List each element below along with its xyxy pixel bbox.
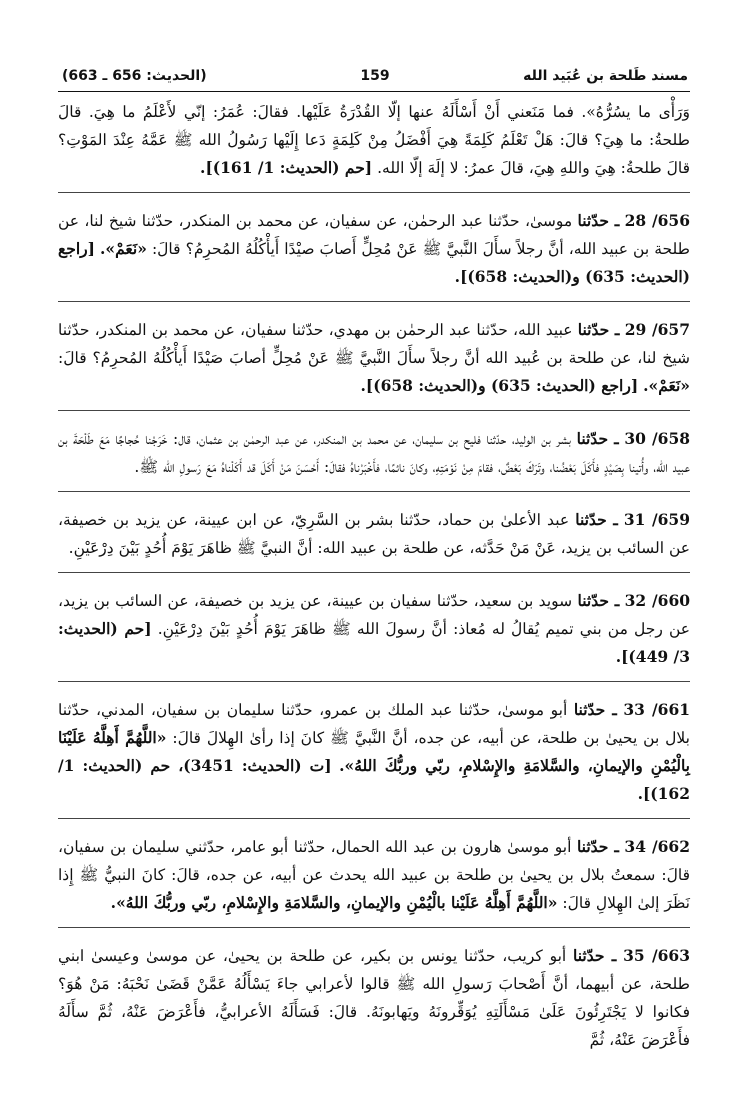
hadith-number: 661/ 33 bbox=[623, 700, 691, 719]
hadith-text: وَرَأْى ما يسُرُّهُ». فما مَنَعني أَنْ أَسْأَلَهُ عنها إلّا القُدْرَةُ عَلَيْها. فقالَ: عُمَرُ: إنّي لأَعْلَمُ ما هِيَ. قالَ طلحةُ: ما هِيَ؟ قالَ: هَلْ تَعْلَمُ كَلِمَةً هِيَ أَفْضَلُ مِنْ كَلِمَةٍ دَعا إِلَيْها رَسُولُ الله ﷺ عَمَّهُ عِنْدَ المَوْتِ؟ قالَ طلحةُ: هِيَ واللهِ هِيَ، قالَ عمرُ: لا إلَهَ إلّا الله. bbox=[58, 103, 690, 177]
hadith-lead: ـ حدّثنا bbox=[573, 700, 617, 719]
hadith-lead: ـ حدّثنا bbox=[577, 320, 620, 339]
hadith-entry bbox=[58, 506, 690, 562]
hadith-number: 658/ 30 bbox=[624, 429, 691, 448]
hadith-text: أبو كريب، حدّثنا يونس بن بكير، عن طلحة بن يحيىٰ، عن موسىٰ وعيسىٰ ابني طلحة، عن أبيهما، أنَّ أَصْحابَ رَسولِ الله ﷺ قالوا لأعرابي جاءَ يَسْأَلُهُ عَمَّنْ قَضَىٰ نَحْبَهُ: مَنْ هُوَ؟ فكانوا لا يَجْتَرِئُونَ عَلَىٰ مَسْأَلَتِهِ يُوَقِّرونَهُ ويَهابونَهُ. قالَ: فَسَأَلَهُ الأعرابيُّ، فأَعْرَضَ عَنْهُ، ثُمَّ سأَلَهُ فأَعْرَضَ عَنْهُ، ثُمَّ bbox=[58, 947, 690, 1049]
hadith-reference: [حم (الحديث: 3/ 449)]. bbox=[58, 619, 690, 666]
hadith-number: 657/ 29 bbox=[624, 320, 690, 339]
header-rule bbox=[58, 91, 690, 92]
entry-divider bbox=[58, 572, 690, 573]
hadith-entry bbox=[58, 425, 690, 481]
hadith-entry bbox=[58, 587, 690, 671]
hadith-entry bbox=[58, 316, 690, 400]
hadith-range: (الحديث: 656 ـ 663) bbox=[62, 68, 207, 84]
hadith-entry bbox=[58, 833, 690, 917]
page-body bbox=[58, 98, 690, 1054]
hadith-number: 656/ 28 bbox=[624, 211, 690, 230]
hadith-lead: ـ حدّثنا bbox=[576, 837, 619, 856]
hadith-reference: [راجع (الحديث: 635) و(الحديث: 658)]. bbox=[360, 376, 639, 395]
hadith-number: 660/ 32 bbox=[624, 591, 691, 610]
hadith-text: عبيد الله، حدّثنا عبد الرحمٰن بن مهدي، حدّثنا سفيان، عن محمد بن المنكدر، حدّثنا شيخ لنا، عن طلحة بن عُبيد الله أنَّ رجلاً سأَلَ النَّبيَّ ﷺ عَنْ مُحِلٍّ أصابَ صَيْدًا أَيأْكُلُهُ المُحرِمُ؟ قالَ: bbox=[58, 321, 690, 367]
entry-divider bbox=[58, 410, 690, 411]
prophet-saying: «اللَّهُمَّ أَهِلَّهُ عَلَيْنَا بِالْيُمْنِ والإيمانِ، والسَّلامَةِ والإِسْلامِ، ربّي وربُّكَ اللهُ». bbox=[58, 728, 690, 775]
hadith-entry bbox=[58, 696, 690, 808]
hadith-text: سويد بن سعيد، حدّثنا سفيان بن عيينة، عن يزيد بن خصيفة، عن السائب بن يزيد، عن رجل من بني تميم يُقالُ له مُعاذ: أنَّ رسولَ الله ﷺ ظاهَرَ يَوْمَ أُحُدٍ بَيْنَ دِرْعَيْنِ. bbox=[58, 592, 690, 638]
hadith-lead: ـ حدّثنا bbox=[577, 591, 620, 610]
hadith-entry bbox=[58, 207, 690, 291]
hadith-lead: ـ حدّثنا bbox=[575, 510, 618, 529]
hadith-number: 659/ 31 bbox=[623, 510, 690, 529]
hadith-text: أبو موسىٰ، حدّثنا عبد الملك بن عمرو، حدّثنا سليمان بن سفيان، المدني، حدّثنا بلال بن يحيىٰ بن طلحة، عن أبيه، عن جده، أنَّ النَّبيَّ ﷺ كانَ إذا رأىٰ الهِلالَ قالَ: bbox=[58, 701, 690, 747]
hadith-text: أبو موسىٰ هارون بن عبد الله الحمال، حدّثنا أبو عامر، حدّثني سليمان بن سفيان، قالَ: سمعتُ بلال بن يحيىٰ بن طلحة بن عبيد الله يحدث عن أبيه، عن جده، قالَ: كانَ النبيُّ ﷺ إِذا نَظَرَ إلىٰ الهِلالِ قالَ: bbox=[58, 838, 690, 912]
entry-divider bbox=[58, 927, 690, 928]
entry-divider bbox=[58, 818, 690, 819]
hadith-entry bbox=[58, 98, 690, 182]
entry-divider bbox=[58, 491, 690, 492]
hadith-number: 663/ 35 bbox=[623, 946, 690, 965]
hadith-text: عبد الأعلىٰ بن حماد، حدّثنا بشر بن السَّرِيّ، عن ابن عيينة، عن يزيد بن خصيفة، عن السائب بن يزيد، عَنْ مَنْ حَدَّثه، عن طلحة بن عبيد الله: أنَّ النبيَّ ﷺ ظاهَرَ يَوْمَ أُحُدٍ بَيْنَ دِرْعَيْنِ. bbox=[58, 511, 690, 557]
hadith-entry bbox=[58, 942, 690, 1054]
hadith-lead: ـ حدّثنا bbox=[576, 429, 619, 448]
hadith-lead: ـ حدّثنا bbox=[577, 211, 620, 230]
entry-divider bbox=[58, 681, 690, 682]
prophet-saying: «نَعَمْ». bbox=[100, 239, 147, 258]
hadith-lead: ـ حدّثنا bbox=[573, 946, 617, 965]
prophet-saying: «اللَّهُمَّ أَهِلَّهُ عَلَيْنا بالْيُمْنِ والإيمانِ، والسَّلامَةِ والإِسْلامِ، ربّي وربُّكَ اللهُ». bbox=[110, 893, 558, 912]
hadith-reference: [حم (الحديث: 1/ 161)]. bbox=[200, 158, 373, 177]
prophet-saying: «نَعَمْ». bbox=[643, 376, 690, 395]
hadith-text: موسىٰ، حدّثنا عبد الرحمٰن، عن سفيان، عن محمد بن المنكدر، حدّثنا شيخ لنا، عن طلحة بن عبيد الله، أنَّ رجلاً سأَلَ النَّبيَّ ﷺ عَنْ مُحِلٍّ أَصابَ صيْدًا أَيأْكُلُهُ المُحرِمُ؟ قالَ: bbox=[58, 212, 690, 258]
page-number: 159 bbox=[360, 68, 390, 84]
hadith-reference: [راجع (الحديث: 635) و(الحديث: 658)]. bbox=[58, 239, 690, 286]
entry-divider bbox=[58, 192, 690, 193]
hadith-reference: [ت (الحديث: 3451)، حم (الحديث: 1/ 162)]. bbox=[58, 756, 690, 803]
entry-divider bbox=[58, 301, 690, 302]
hadith-number: 662/ 34 bbox=[624, 837, 690, 856]
hadith-text: بشر بن الوليد، حدّثنا فليح بن سليمان، عن محمد بن المنكدر، عن عبد الرحمٰن بن عثمان، قال: خَرَجْنا حُجاجًا مَعَ طَلْحَةَ بن عبيد الله، وأُتينا بِصَيْدٍ فأَكَلَ بَعْضُنا، وتَرَكَ بَعْضٌ، فقامَ مِنْ نَوْمَتِهِ، وكانَ نائمًا، فأَخْبَرْناهُ فقالَ: أَحْسَنَ مَنْ أَكَلَ قد أَكَلْناهُ مَعَ رَسولِ الله ﷺ. bbox=[58, 430, 690, 476]
book-title: مسند طَلحة بن عُبَيد الله bbox=[523, 68, 688, 84]
page-header bbox=[62, 64, 688, 90]
